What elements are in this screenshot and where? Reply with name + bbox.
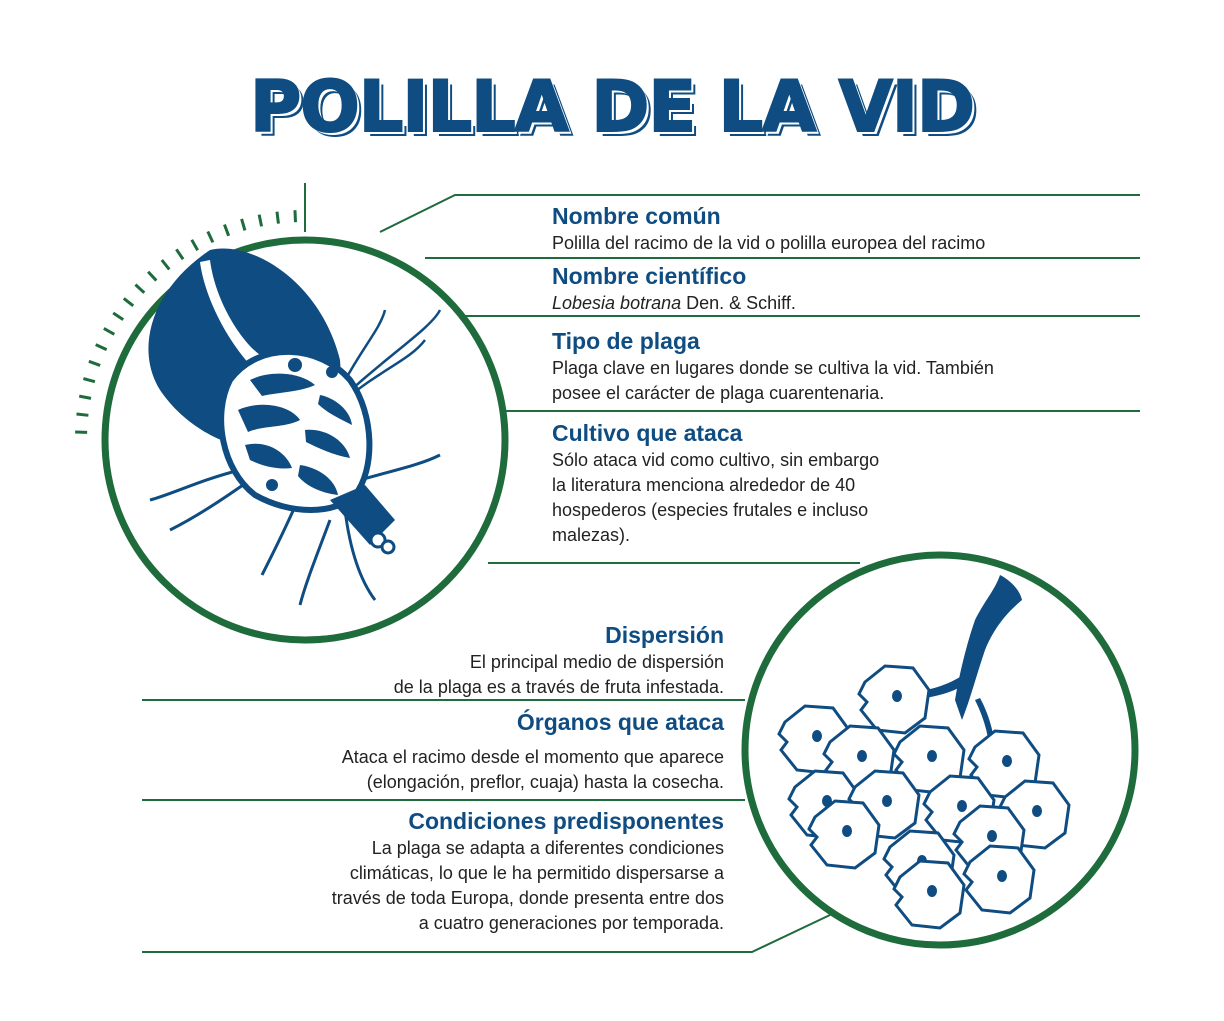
text-nombre-comun: Polilla del racimo de la vid o polilla europea del racimo bbox=[552, 233, 986, 254]
dispersion-line-2: de la plaga es a través de fruta infestada. bbox=[393, 677, 724, 698]
condiciones-line-2: climáticas, lo que le ha permitido dispersarse a bbox=[349, 863, 724, 884]
heading-dispersion: Dispersión bbox=[605, 622, 724, 648]
section-dispersion bbox=[240, 623, 724, 700]
section-nombre-cientifico bbox=[552, 264, 1152, 316]
organos-line-2: (elongación, preflor, cuaja) hasta la cosecha. bbox=[366, 772, 724, 793]
tick-mark bbox=[135, 285, 144, 293]
heading-nombre-comun: Nombre común bbox=[552, 203, 721, 229]
condiciones-line-3: través de toda Europa, donde presenta entre dos bbox=[331, 888, 724, 909]
tick-mark bbox=[89, 361, 100, 365]
section-organos bbox=[200, 710, 724, 795]
heading-condiciones: Condiciones predisponentes bbox=[408, 808, 724, 834]
tipo-line-2: posee el carácter de plaga cuarentenaria. bbox=[552, 383, 885, 404]
tick-mark bbox=[224, 225, 228, 236]
tipo-line-1: Plaga clave en lugares donde se cultiva la vid. También bbox=[552, 358, 994, 379]
tick-mark bbox=[277, 212, 278, 224]
dispersion-line-1: El principal medio de dispersión bbox=[469, 652, 724, 673]
heading-tipo-plaga: Tipo de plaga bbox=[552, 328, 700, 354]
cultivo-line-3: hospederos (especies frutales e incluso bbox=[552, 500, 869, 521]
tick-mark bbox=[96, 345, 107, 350]
organos-line-1: Ataca el racimo desde el momento que aparece bbox=[341, 747, 724, 768]
section-condiciones bbox=[200, 809, 724, 936]
cultivo-line-1: Sólo ataca vid como cultivo, sin embargo bbox=[552, 450, 880, 471]
tick-mark bbox=[113, 313, 123, 320]
tick-mark bbox=[83, 379, 95, 382]
text-nombre-cientifico bbox=[552, 291, 1152, 316]
section-tipo-plaga bbox=[552, 329, 1112, 406]
tick-mark bbox=[124, 298, 133, 305]
text-condiciones bbox=[200, 836, 724, 936]
text-organos bbox=[200, 745, 724, 795]
authors: Den. & Schiff. bbox=[681, 293, 796, 314]
text-cultivo bbox=[552, 448, 972, 548]
tick-mark bbox=[259, 215, 261, 227]
cultivo-line-2: la literatura menciona alrededor de 40 bbox=[552, 475, 856, 496]
text-dispersion bbox=[240, 650, 724, 700]
tick-mark bbox=[104, 328, 114, 334]
heading-organos: Órganos que ataca bbox=[516, 709, 724, 735]
tick-mark bbox=[192, 240, 198, 250]
tick-mark bbox=[76, 414, 88, 415]
tick-mark bbox=[148, 272, 156, 281]
cultivo-line-4: malezas). bbox=[552, 525, 631, 546]
section-cultivo bbox=[552, 421, 972, 548]
condiciones-line-1: La plaga se adapta a diferentes condiciones bbox=[371, 838, 724, 859]
heading-nombre-cientifico: Nombre científico bbox=[552, 263, 747, 289]
tick-mark bbox=[295, 210, 296, 222]
page-title: POLILLA DE LA VID bbox=[250, 66, 974, 148]
tick-mark bbox=[162, 260, 169, 269]
heading-cultivo: Cultivo que ataca bbox=[552, 420, 743, 446]
tick-mark bbox=[79, 396, 91, 398]
section-nombre-comun bbox=[552, 204, 1152, 256]
condiciones-line-4: a cuatro generaciones por temporada. bbox=[418, 913, 724, 934]
latin-name: Lobesia botrana bbox=[552, 293, 682, 314]
tick-mark bbox=[176, 249, 183, 259]
tick-mark bbox=[242, 219, 245, 231]
tick-mark bbox=[208, 232, 213, 243]
text-tipo-plaga bbox=[552, 356, 1112, 406]
